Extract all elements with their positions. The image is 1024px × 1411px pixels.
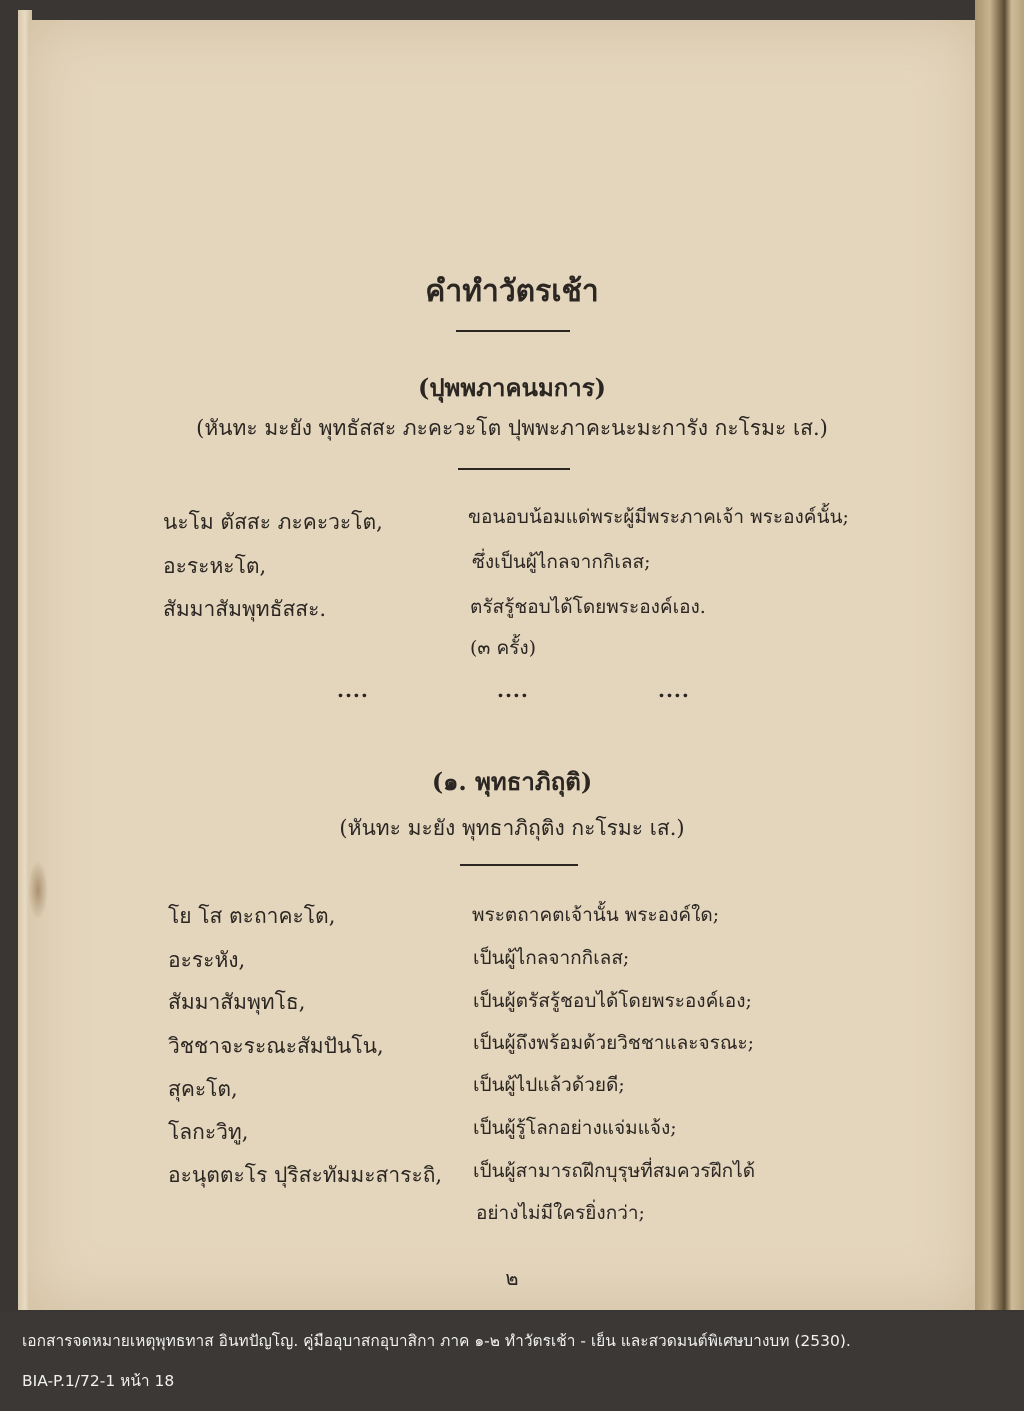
section1-pali-line: อะนุตตะโร ปุริสะทัมมะสาระถิ, — [168, 1163, 443, 1187]
intro-thai-line: ซึ่งเป็นผู้ไกลจากกิเลส; — [472, 551, 651, 573]
intro-pali-line: สัมมาสัมพุทธัสสะ. — [163, 597, 327, 621]
caption-bar — [0, 1312, 1024, 1411]
section1-heading: (๑. พุทธาภิถุติ) — [431, 767, 593, 796]
caption-reference: BIA-P.1/72-1 หน้า 18 — [22, 1372, 175, 1390]
title-rule — [456, 330, 570, 332]
separator-dots: .... — [658, 678, 690, 702]
section1-thai-line: อย่างไม่มีใครยิ่งกว่า; — [476, 1202, 645, 1224]
intro-pali-line: นะโม ตัสสะ ภะคะวะโต, — [163, 510, 383, 534]
section1-pali-line: วิชชาจะระณะสัมปันโน, — [168, 1034, 384, 1058]
section1-pali-line: สัมมาสัมพุทโธ, — [168, 990, 306, 1014]
separator-dots: .... — [497, 678, 529, 702]
page-title: คำทำวัตรเช้า — [425, 274, 599, 309]
caption-citation: เอกสารจดหมายเหตุพุทธทาส อินทปัญโญ. คู่มืออุบาสกอุบาสิกา ภาค ๑-๒ ทำวัตรเช้า - เย็น และสวดมนต์พิเศษบางบท (2530). — [22, 1332, 851, 1350]
intro-thai-line: ตรัสรู้ชอบได้โดยพระองค์เอง. — [470, 596, 706, 618]
intro-pali-line: อะระหะโต, — [163, 554, 267, 578]
section1-thai-line: เป็นผู้รู้โลกอย่างแจ่มแจ้ง; — [473, 1117, 677, 1139]
page-number: ๒ — [505, 1266, 519, 1290]
section1-thai-line: เป็นผู้ถึงพร้อมด้วยวิชชาและจรณะ; — [473, 1032, 755, 1054]
section1-thai-line: พระตถาคตเจ้านั้น พระองค์ใด; — [472, 904, 720, 926]
section1-thai-line: เป็นผู้ไปแล้วด้วยดี; — [473, 1074, 625, 1096]
section1-pali-line: โลกะวิทู, — [168, 1120, 249, 1144]
separator-dots: .... — [337, 678, 369, 702]
repeat-note: (๓ ครั้ง) — [470, 637, 537, 659]
section1-thai-line: เป็นผู้สามารถฝึกบุรุษที่สมควรฝึกได้ — [473, 1160, 756, 1182]
section1-thai-line: เป็นผู้ตรัสรู้ชอบได้โดยพระองค์เอง; — [473, 990, 752, 1012]
section1-pali-line: สุคะโต, — [168, 1077, 238, 1101]
section1-rule — [460, 864, 578, 866]
book-spine-edge — [975, 0, 1024, 1310]
section1-chant: (หันทะ มะยัง พุทธาภิถุติง กะโรมะ เส.) — [339, 816, 685, 840]
intro-thai-line: ขอนอบน้อมแด่พระผู้มีพระภาคเจ้า พระองค์นั้น; — [468, 506, 849, 528]
section1-pali-line: โย โส ตะถาคะโต, — [168, 904, 336, 928]
intro-heading: (ปุพพภาคนมการ) — [417, 373, 607, 402]
section1-thai-line: เป็นผู้ไกลจากกิเลส; — [473, 947, 630, 969]
section1-pali-line: อะระหัง, — [168, 948, 246, 972]
intro-rule — [458, 468, 570, 470]
paper-stain — [28, 860, 48, 920]
intro-chant: (หันทะ มะยัง พุทธัสสะ ภะคะวะโต ปุพพะภาคะนะมะการัง กะโรมะ เส.) — [196, 416, 828, 440]
